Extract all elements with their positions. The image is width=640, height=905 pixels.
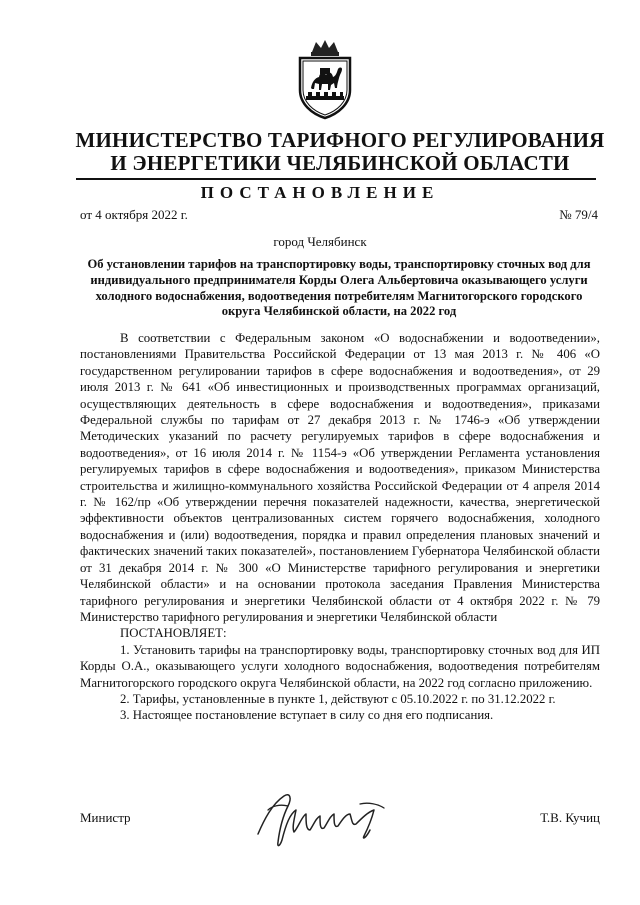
- item-2-paragraph: 2. Тарифы, установленные в пункте 1, действуют с 05.10.2022 г. по 31.12.2022 г.: [120, 691, 556, 706]
- document-city: город Челябинск: [273, 234, 367, 249]
- document-date: от 4 октября 2022 г.: [80, 207, 188, 222]
- document-title: Об установлении тарифов на транспортировку воды, транспортировку сточных вод для индивидуального предпринимателя Корды Олега Альбертовича оказывающего услуги холодного водоснабжения, водоотведения потребителям Магнитогорского городского округа Челябинской области, на 2022 год: [87, 257, 591, 319]
- resolves-heading: ПОСТАНОВЛЯЕТ:: [120, 626, 227, 641]
- signer-name: Т.В. Кучиц: [540, 810, 600, 825]
- preamble-paragraph: В соответствии с Федеральным законом «О водоснабжении и водоотведении», постановлениями Правительства Российской Федерации от 13 мая 2013 г. № 406 «О государственном регулировании тарифов в сфере водоснабжения и водоотведения», от 29 июля 2013 г. № 641 «Об инвестиционных и производственных программах организаций, осуществляющих деятельность в сфере водоснабжения и водоотведения», приказами Федеральной службы по тарифам от 27 декабря 2013 г. № 1746-э «Об утверждении Методических указаний по расчету регулируемых тарифов в сфере водоснабжения и водоотведения», от 16 июля 2014 г. № 1154-э «Об утверждении Регламента установления регулируемых тарифов в сфере водоснабжения и водоотведения», приказом Министерства строительства и жилищно-коммунального хозяйства Российской Федерации от 4 апреля 2014 г. № 162/пр «Об утверждении перечня показателей надежности, качества, энергетической эффективности объектов централизованных систем горячего водоснабжения, холодного водоснабжения и (или) водоотведения, порядка и правил определения плановых значений и фактических значений таких показателей», постановлением Губернатора Челябинской области от 31 декабря 2014 г. № 300 «О Министерстве тарифного регулирования и энергетики Челябинской области» и на основании протокола заседания Правления Министерства тарифного регулирования и энергетики Челябинской области от 4 октября 2022 г. № 79 Министерство тарифного регулирования и энергетики Челябинской области: [80, 331, 600, 624]
- document-type: ПОСТАНОВЛЕНИЕ: [200, 183, 440, 202]
- item-1-paragraph: 1. Установить тарифы на транспортировку воды, транспортировку сточных вод для ИП Корды О.А., оказывающего услуги холодного водоснабжения, водоотведения потребителям Магнитогорского городского округа Челябинской области, на 2022 год согласно приложению.: [80, 642, 600, 690]
- ministry-name-line1: МИНИСТЕРСТВО ТАРИФНОГО РЕГУЛИРОВАНИЯ: [75, 128, 605, 152]
- document-number: № 79/4: [559, 207, 598, 222]
- item-3-paragraph: 3. Настоящее постановление вступает в силу со дня его подписания.: [120, 708, 494, 723]
- signer-role: Министр: [80, 810, 131, 825]
- ministry-name-line2: И ЭНЕРГЕТИКИ ЧЕЛЯБИНСКОЙ ОБЛАСТИ: [110, 151, 570, 175]
- chelyabinsk-coat-of-arms-icon: [294, 38, 356, 120]
- handwritten-signature-icon: [250, 784, 400, 854]
- document-body: [80, 330, 600, 724]
- header-divider: [76, 178, 596, 180]
